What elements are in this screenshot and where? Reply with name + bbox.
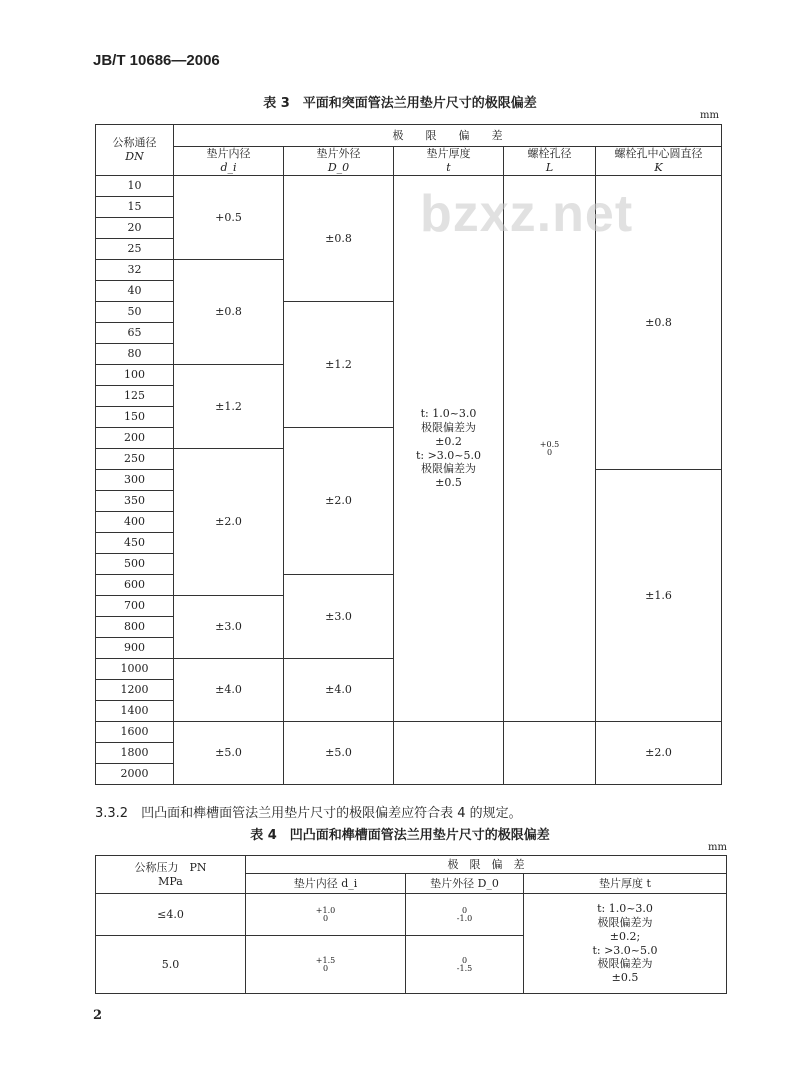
dn-cell: 1000 bbox=[96, 659, 174, 680]
pn-cell: ≤4.0 bbox=[96, 894, 246, 936]
table3-unit: mm bbox=[700, 110, 719, 121]
dn-cell: 500 bbox=[96, 554, 174, 575]
table-row bbox=[96, 722, 722, 743]
di-cell: +0.5 bbox=[174, 176, 284, 260]
thickness-cell: t: 1.0~3.0 极限偏差为 ±0.2; t: >3.0~5.0 极限偏差为 ±0.5 bbox=[524, 894, 727, 994]
dn-cell: 300 bbox=[96, 470, 174, 491]
table3 bbox=[95, 124, 722, 785]
dn-cell: 50 bbox=[96, 302, 174, 323]
di-cell: ±5.0 bbox=[174, 722, 284, 785]
dn-cell: 150 bbox=[96, 407, 174, 428]
d0-cell: ±5.0 bbox=[284, 722, 394, 785]
dn-cell: 100 bbox=[96, 365, 174, 386]
dn-cell: 10 bbox=[96, 176, 174, 197]
dn-cell: 1200 bbox=[96, 680, 174, 701]
dn-cell: 65 bbox=[96, 323, 174, 344]
dn-cell: 1600 bbox=[96, 722, 174, 743]
dn-cell: 125 bbox=[96, 386, 174, 407]
di-cell: ±4.0 bbox=[174, 659, 284, 722]
k-cell: ±1.6 bbox=[596, 470, 722, 722]
d0-cell: ±1.2 bbox=[284, 302, 394, 428]
col-header: 垫片外径 D_0 bbox=[284, 147, 394, 176]
dn-cell: 700 bbox=[96, 596, 174, 617]
watermark-logo: bzxz.net bbox=[420, 185, 634, 243]
deviation-group-header: 极 限 偏 差 bbox=[246, 856, 727, 874]
di-cell: ±3.0 bbox=[174, 596, 284, 659]
dn-cell: 2000 bbox=[96, 764, 174, 785]
dn-cell: 1400 bbox=[96, 701, 174, 722]
dn-cell: 800 bbox=[96, 617, 174, 638]
thickness-cell bbox=[394, 722, 504, 785]
pn-header: 公称压力 PN MPa bbox=[96, 856, 246, 894]
di-cell: ±2.0 bbox=[174, 449, 284, 596]
dn-header: 公称通径 DN bbox=[96, 125, 174, 176]
dn-cell: 350 bbox=[96, 491, 174, 512]
dn-cell: 250 bbox=[96, 449, 174, 470]
d0-cell: 0 -1.0 bbox=[406, 894, 524, 936]
dn-cell: 25 bbox=[96, 239, 174, 260]
clause-3-3-2: 3.3.2 凹凸面和榫槽面管法兰用垫片尺寸的极限偏差应符合表 4 的规定。 bbox=[95, 806, 522, 821]
thickness-cell: t: 1.0~3.0 极限偏差为 ±0.2 t: >3.0~5.0 极限偏差为 ±0.5 bbox=[394, 176, 504, 722]
d0-cell: ±0.8 bbox=[284, 176, 394, 302]
col-header: 垫片厚度 t bbox=[394, 147, 504, 176]
col-header: 垫片内径 d_i bbox=[246, 874, 406, 894]
pn-cell: 5.0 bbox=[96, 936, 246, 994]
table4 bbox=[95, 855, 727, 994]
di-cell: +1.0 0 bbox=[246, 894, 406, 936]
d0-cell: ±2.0 bbox=[284, 428, 394, 575]
dn-cell: 32 bbox=[96, 260, 174, 281]
bolt-hole-cell bbox=[504, 722, 596, 785]
table4-caption: 表 4 凹凸面和榫槽面管法兰用垫片尺寸的极限偏差 bbox=[250, 828, 550, 843]
d0-cell: ±4.0 bbox=[284, 659, 394, 722]
di-cell: ±1.2 bbox=[174, 365, 284, 449]
k-cell: ±0.8 bbox=[596, 176, 722, 470]
dn-cell: 15 bbox=[96, 197, 174, 218]
dn-cell: 80 bbox=[96, 344, 174, 365]
table-row bbox=[96, 176, 722, 197]
col-header: 螺栓孔径 L bbox=[504, 147, 596, 176]
col-header: 螺栓孔中心圆直径 K bbox=[596, 147, 722, 176]
col-header: 垫片内径 d_i bbox=[174, 147, 284, 176]
dn-cell: 40 bbox=[96, 281, 174, 302]
d0-cell: 0 -1.5 bbox=[406, 936, 524, 994]
dn-cell: 20 bbox=[96, 218, 174, 239]
dn-cell: 450 bbox=[96, 533, 174, 554]
bolt-hole-cell: +0.5 0 bbox=[504, 176, 596, 722]
dn-cell: 400 bbox=[96, 512, 174, 533]
dn-cell: 1800 bbox=[96, 743, 174, 764]
col-header: 垫片厚度 t bbox=[524, 874, 727, 894]
dn-cell: 900 bbox=[96, 638, 174, 659]
k-cell: ±2.0 bbox=[596, 722, 722, 785]
deviation-group-header: 极 限 偏 差 bbox=[174, 125, 722, 147]
di-cell: ±0.8 bbox=[174, 260, 284, 365]
d0-cell: ±3.0 bbox=[284, 575, 394, 659]
dn-cell: 200 bbox=[96, 428, 174, 449]
table3-caption: 表 3 平面和突面管法兰用垫片尺寸的极限偏差 bbox=[263, 96, 537, 111]
dn-cell: 600 bbox=[96, 575, 174, 596]
standard-number: JB/T 10686—2006 bbox=[93, 52, 220, 69]
di-cell: +1.5 0 bbox=[246, 936, 406, 994]
page-number: 2 bbox=[93, 1008, 103, 1023]
table4-unit: mm bbox=[708, 842, 727, 853]
col-header: 垫片外径 D_0 bbox=[406, 874, 524, 894]
